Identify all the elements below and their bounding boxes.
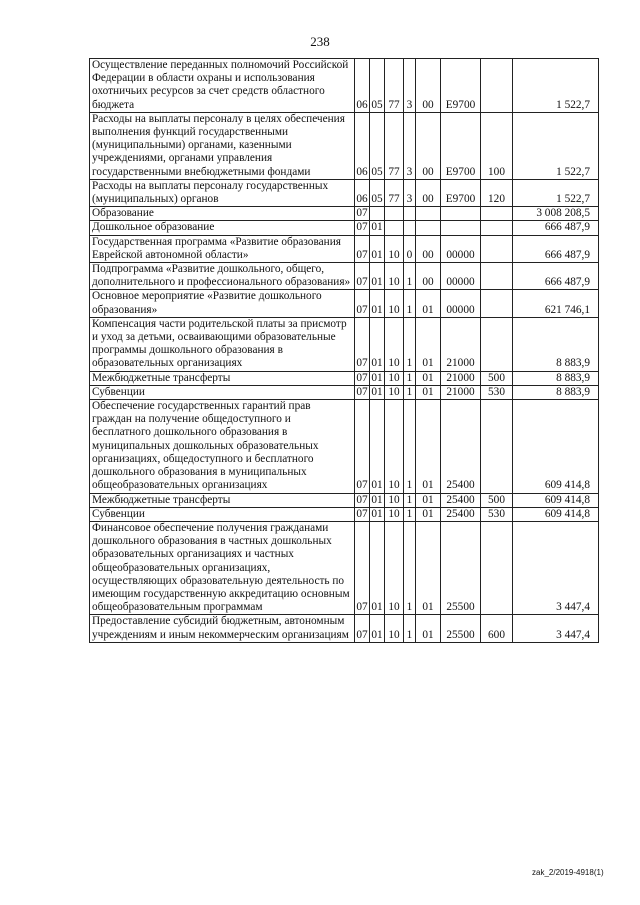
measure-code: 00 — [416, 179, 441, 206]
table-row — [90, 317, 599, 371]
row-name: Финансовое обеспечение получения гражданами дошкольного образования в частных дошкольных образовательных организациях и частных общеобразовательных организациях, осуществляющих образовательную деятельность по имеющим государственную аккредитацию основным общеобразовательным программам — [90, 521, 355, 614]
section-code: 07 — [355, 290, 370, 317]
subsection-code: 01 — [371, 385, 383, 398]
subsection-code: 01 — [371, 371, 383, 384]
section-code: 07 — [355, 615, 370, 642]
row-name: Компенсация части родительской платы за присмотр и уход за детьми, осваивающими образовательные программы дошкольного образования в образовательных организациях — [90, 317, 355, 371]
expense-type-code: 530 — [481, 507, 513, 521]
subsection-code — [370, 207, 385, 221]
amount: 8 883,9 — [513, 317, 599, 371]
measure-code: 01 — [416, 507, 441, 521]
subprogram-code: 1 — [404, 521, 416, 614]
measure-code: 01 — [416, 317, 441, 371]
expense-type-code — [481, 59, 513, 113]
direction-code: 25500 — [441, 521, 481, 614]
section-code: 07 — [355, 521, 370, 614]
subsection-code: 01 — [371, 507, 383, 520]
table-row — [90, 221, 599, 235]
program-code: 10 — [385, 385, 404, 399]
table-body — [90, 59, 599, 643]
row-name: Обеспечение государственных гарантий прав граждан на получение общедоступного и бесплатного дошкольного образования в муниципальных дошкольных образовательных организациях, общедоступного и бесплатного дошкольного образования в муниципальных общеобразовательных организациях — [90, 400, 355, 493]
subsection-code: 01 — [371, 221, 383, 234]
subprogram-code: 1 — [404, 263, 416, 290]
amount: 8 883,9 — [513, 371, 599, 385]
subsection-code: 01 — [370, 317, 385, 371]
subprogram-code: 3 — [404, 179, 416, 206]
program-code — [385, 207, 404, 221]
program-code: 10 — [385, 521, 404, 614]
expense-type-code — [481, 290, 513, 317]
row-name: Расходы на выплаты персоналу в целях обеспечения выполнения функций государственными (муниципальными) органами, казенными учреждениями, органами управления государственными внебюджетными фондами — [90, 112, 355, 179]
program-code: 10 — [385, 615, 404, 642]
row-name: Расходы на выплаты персоналу государственных (муниципальных) органов — [90, 179, 355, 206]
section-code: 06 — [355, 59, 370, 113]
subprogram-code: 1 — [404, 385, 416, 399]
table-row — [90, 179, 599, 206]
measure-code — [416, 207, 441, 221]
row-name: Дошкольное образование — [90, 221, 355, 235]
table-row — [90, 112, 599, 179]
table-row — [90, 493, 599, 507]
expense-type-code — [481, 235, 513, 262]
subprogram-code: 1 — [404, 507, 416, 521]
amount: 609 414,8 — [513, 400, 599, 493]
subsection-code: 05 — [370, 59, 385, 113]
section-code: 07 — [355, 317, 370, 371]
subprogram-code: 1 — [404, 615, 416, 642]
table-row — [90, 521, 599, 614]
amount: 666 487,9 — [513, 221, 599, 235]
subsection-code: 01 — [370, 400, 385, 493]
program-code: 10 — [385, 235, 404, 262]
amount: 8 883,9 — [513, 385, 599, 399]
program-code: 77 — [385, 112, 404, 179]
measure-code: 01 — [416, 521, 441, 614]
table-row — [90, 507, 599, 521]
subprogram-code: 3 — [404, 59, 416, 113]
row-name: Субвенции — [90, 507, 355, 521]
direction-code: 25400 — [441, 507, 481, 521]
direction-code: 00000 — [441, 235, 481, 262]
expense-type-code — [481, 263, 513, 290]
row-name: Межбюджетные трансферты — [90, 371, 355, 385]
amount: 1 522,7 — [513, 179, 599, 206]
subsection-code: 01 — [370, 615, 385, 642]
row-name: Подпрограмма «Развитие дошкольного, общего, дополнительного и профессионального образования» — [90, 263, 355, 290]
program-code: 10 — [385, 263, 404, 290]
measure-code: 01 — [416, 400, 441, 493]
measure-code: 00 — [416, 112, 441, 179]
expense-type-code: 530 — [481, 385, 513, 399]
measure-code: 01 — [416, 371, 441, 385]
expense-type-code — [481, 221, 513, 235]
row-name: Осуществление переданных полномочий Российской Федерации в области охраны и использования охотничьих ресурсов за счет средств областного бюджета — [90, 59, 355, 113]
row-name: Образование — [90, 207, 355, 221]
table-row — [90, 371, 599, 385]
amount: 1 522,7 — [513, 112, 599, 179]
direction-code: 25400 — [441, 493, 481, 507]
section-code: 07 — [356, 493, 368, 506]
expense-type-code — [481, 317, 513, 371]
expense-type-code: 100 — [481, 112, 513, 179]
measure-code: 00 — [416, 59, 441, 113]
measure-code: 01 — [416, 493, 441, 507]
amount: 3 008 208,5 — [513, 207, 599, 221]
measure-code: 00 — [416, 263, 441, 290]
subsection-code: 05 — [370, 179, 385, 206]
program-code: 77 — [385, 59, 404, 113]
program-code: 10 — [385, 400, 404, 493]
program-code: 10 — [385, 290, 404, 317]
program-code: 10 — [385, 317, 404, 371]
table-row — [90, 385, 599, 399]
row-name: Предоставление субсидий бюджетным, автономным учреждениям и иным некоммерческим организациям — [90, 615, 355, 642]
amount: 3 447,4 — [513, 615, 599, 642]
expense-type-code — [481, 521, 513, 614]
direction-code: 21000 — [441, 371, 481, 385]
measure-code — [416, 221, 441, 235]
direction-code: 00000 — [441, 263, 481, 290]
program-code: 77 — [385, 179, 404, 206]
footer-code: zak_2/2019-4918(1) — [532, 868, 604, 877]
subprogram-code: 1 — [404, 317, 416, 371]
subprogram-code — [404, 221, 416, 235]
direction-code: E9700 — [441, 59, 481, 113]
program-code: 10 — [385, 371, 404, 385]
expense-type-code: 120 — [481, 179, 513, 206]
subsection-code: 01 — [370, 263, 385, 290]
direction-code: 21000 — [441, 385, 481, 399]
row-name: Основное мероприятие «Развитие дошкольного образования» — [90, 290, 355, 317]
page-number: 238 — [310, 34, 330, 49]
section-code: 07 — [356, 207, 368, 220]
amount: 609 414,8 — [513, 507, 599, 521]
table-row — [90, 207, 599, 221]
subprogram-code: 1 — [404, 371, 416, 385]
direction-code: 00000 — [441, 290, 481, 317]
amount: 666 487,9 — [513, 263, 599, 290]
section-code: 07 — [356, 371, 368, 384]
measure-code: 00 — [416, 235, 441, 262]
direction-code: 25400 — [441, 400, 481, 493]
section-code: 07 — [355, 263, 370, 290]
subsection-code: 01 — [371, 493, 383, 506]
subprogram-code: 1 — [404, 400, 416, 493]
budget-table — [89, 58, 599, 643]
direction-code: 25500 — [441, 615, 481, 642]
expense-type-code: 600 — [481, 615, 513, 642]
direction-code — [441, 207, 481, 221]
measure-code: 01 — [416, 290, 441, 317]
measure-code: 01 — [416, 615, 441, 642]
section-code: 06 — [355, 112, 370, 179]
direction-code: 21000 — [441, 317, 481, 371]
section-code: 07 — [356, 385, 368, 398]
table-row — [90, 290, 599, 317]
expense-type-code — [481, 207, 513, 221]
measure-code: 01 — [416, 385, 441, 399]
subsection-code: 01 — [370, 235, 385, 262]
program-code — [385, 221, 404, 235]
subsection-code: 01 — [370, 521, 385, 614]
expense-type-code: 500 — [481, 493, 513, 507]
subprogram-code: 1 — [404, 290, 416, 317]
direction-code: E9700 — [441, 179, 481, 206]
expense-type-code: 500 — [481, 371, 513, 385]
row-name: Межбюджетные трансферты — [90, 493, 355, 507]
direction-code — [441, 221, 481, 235]
table-row — [90, 615, 599, 642]
section-code: 07 — [356, 507, 368, 520]
subsection-code: 05 — [370, 112, 385, 179]
subprogram-code: 3 — [404, 112, 416, 179]
amount: 3 447,4 — [513, 521, 599, 614]
table-row — [90, 235, 599, 262]
row-name: Государственная программа «Развитие образования Еврейской автономной области» — [90, 235, 355, 262]
subprogram-code: 0 — [404, 235, 416, 262]
expense-type-code — [481, 400, 513, 493]
table-row — [90, 59, 599, 113]
subprogram-code — [404, 207, 416, 221]
table-row — [90, 400, 599, 493]
table-row — [90, 263, 599, 290]
amount: 621 746,1 — [513, 290, 599, 317]
amount: 609 414,8 — [513, 493, 599, 507]
section-code: 07 — [356, 221, 368, 234]
program-code: 10 — [385, 493, 404, 507]
section-code: 07 — [355, 235, 370, 262]
subsection-code: 01 — [370, 290, 385, 317]
direction-code: E9700 — [441, 112, 481, 179]
amount: 666 487,9 — [513, 235, 599, 262]
section-code: 06 — [355, 179, 370, 206]
subprogram-code: 1 — [404, 493, 416, 507]
program-code: 10 — [385, 507, 404, 521]
amount: 1 522,7 — [513, 59, 599, 113]
section-code: 07 — [355, 400, 370, 493]
row-name: Субвенции — [90, 385, 355, 399]
